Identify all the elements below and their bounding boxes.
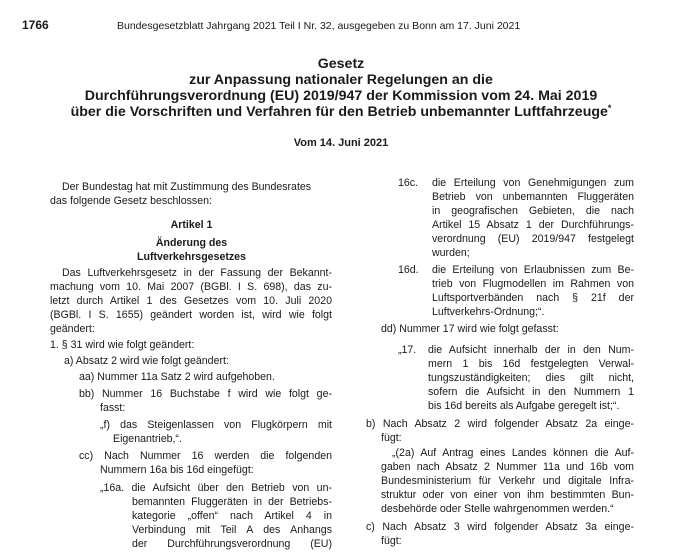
item-bb-line-1: bb) Nummer 16 Buchstabe f wird wie folgt ge- [79, 388, 332, 400]
item-16c-label: 16c. [398, 177, 419, 189]
item-16c-line-6: wurden; [432, 247, 470, 259]
item-c-line-1: c) Nach Absatz 3 wird folgender Absatz 3a einge- [366, 521, 634, 533]
item-cc-line-2: Nummern 16a bis 16d eingefügt: [100, 464, 254, 476]
quote-f-line-1: „f) das Steigenlassen von Flugkörpern mit [100, 419, 332, 431]
enactment-date: Vom 14. Juni 2021 [293, 137, 389, 149]
quote-2a-line-1: „(2a) Auf Antrag eines Landes können die Auf- [392, 447, 634, 459]
item-17-line-5: bis 16d bereits als Aufgabe geregelt ist;“. [428, 400, 620, 412]
item-b-line-1: b) Nach Absatz 2 wird folgender Absatz 2a einge- [366, 418, 634, 430]
item-16d-label: 16d. [398, 264, 419, 276]
item-16c-line-4: Artikel 15 Absatz 1 der Durchführungs- [432, 219, 634, 231]
quote-2a-line-2: gaben nach Absatz 2 Nummer 11a und 16b vom [381, 461, 634, 473]
title-line-4-text: über die Vorschriften und Verfahren für den Betrieb unbemannter Luftfahrzeuge [70, 104, 608, 120]
item-cc-line-1: cc) Nach Nummer 16 werden die folgenden [79, 450, 332, 462]
quote-f-line-2: Eigenantrieb,“. [113, 433, 182, 445]
title-line-1: Gesetz [317, 56, 365, 72]
footnote-mark: * [607, 103, 612, 113]
item-bb-line-2: fasst: [100, 402, 126, 414]
item-16c-line-5: verordnung (EU) 2019/947 festgelegt [432, 233, 634, 245]
quote-16a-line-4: Verbindung mit Teil A des Anhangs [132, 524, 332, 536]
quote-2a-line-5: desbehörde oder Stelle wahrgenommen werden.“ [381, 503, 614, 515]
item-a: a) Absatz 2 wird wie folgt geändert: [64, 355, 229, 367]
article-title-1: Änderung des [155, 237, 228, 249]
title-line-3: Durchführungsverordnung (EU) 2019/947 der Kommission vom 24. Mai 2019 [84, 88, 598, 104]
item-16d-line-1: die Erteilung von Erlaubnissen zum Be- [432, 264, 634, 276]
intro-line-1: Der Bundestag hat mit Zustimmung des Bundesrates [62, 181, 312, 193]
item-aa: aa) Nummer 11a Satz 2 wird aufgehoben. [79, 371, 275, 383]
item-16d-line-3: Luftsportverbänden nach § 21f der [432, 292, 634, 304]
item-b-line-2: fügt: [381, 432, 402, 444]
item-c-line-2: fügt: [381, 535, 402, 547]
item-16d-line-4: Luftverkehrs-Ordnung;“. [432, 306, 545, 318]
para-line-5: geändert: [50, 323, 95, 335]
running-head: Bundesgesetzblatt Jahrgang 2021 Teil I Nr. 32, ausgegeben zu Bonn am 17. Juni 2021 [117, 20, 521, 32]
para-line-3: letzt durch Artikel 1 des Gesetzes vom 10. Juli 2020 [50, 295, 332, 307]
para-line-2: machung vom 10. Mai 2007 (BGBl. I S. 698), das zu- [50, 281, 332, 293]
quote-2a-line-4: struktur oder von einer von ihm bestimmten Bun- [381, 489, 634, 501]
intro-line-2: das folgende Gesetz beschlossen: [50, 195, 212, 207]
item-1: 1. § 31 wird wie folgt geändert: [50, 339, 195, 351]
quote-2a-line-3: Bundesministerium für Verkehr und digitale Infra- [381, 475, 634, 487]
item-16c-line-3: in geografischen Gebieten, die nach [432, 205, 634, 217]
para-line-1: Das Luftverkehrsgesetz in der Fassung der Bekannt- [62, 267, 332, 279]
item-17-line-2: mern 1 bis 16d festgelegten Verwal- [428, 358, 634, 370]
item-17-line-4: sofern die Aufsicht in den Nummern 1 [428, 386, 634, 398]
quote-16a-line-1: „16a. die Aufsicht über den Betrieb von un- [100, 482, 332, 494]
quote-16a-line-5: der Durchführungsverordnung (EU) [132, 538, 332, 550]
quote-16a-line-3: kategorie „offen“ nach Artikel 4 in [132, 510, 332, 522]
article-title-2: Luftverkehrsgesetzes [137, 251, 246, 263]
title-line-2: zur Anpassung nationaler Regelungen an die [189, 72, 493, 88]
item-17-line-1: die Aufsicht innerhalb der in den Num- [428, 344, 634, 356]
para-line-4: (BGBl. I S. 1655) geändert worden ist, wird wie folgt [50, 309, 332, 321]
item-17-label: „17. [398, 344, 417, 356]
item-16c-line-2: Betrieb von unbemannten Fluggeräten [432, 191, 634, 203]
item-16c-line-1: die Erteilung von Genehmigungen zum [432, 177, 634, 189]
quote-16a-line-2: bemannten Fluggeräten in der Betriebs- [132, 496, 332, 508]
title-line-4 [0, 104, 682, 120]
article-heading: Artikel 1 [170, 219, 213, 231]
item-17-line-3: tungszuständigkeiten; dies gilt nicht, [428, 372, 634, 384]
item-16d-line-2: trieb von Flugmodellen im Rahmen von [432, 278, 634, 290]
item-dd: dd) Nummer 17 wird wie folgt gefasst: [381, 323, 559, 335]
page-number: 1766 [22, 18, 49, 32]
